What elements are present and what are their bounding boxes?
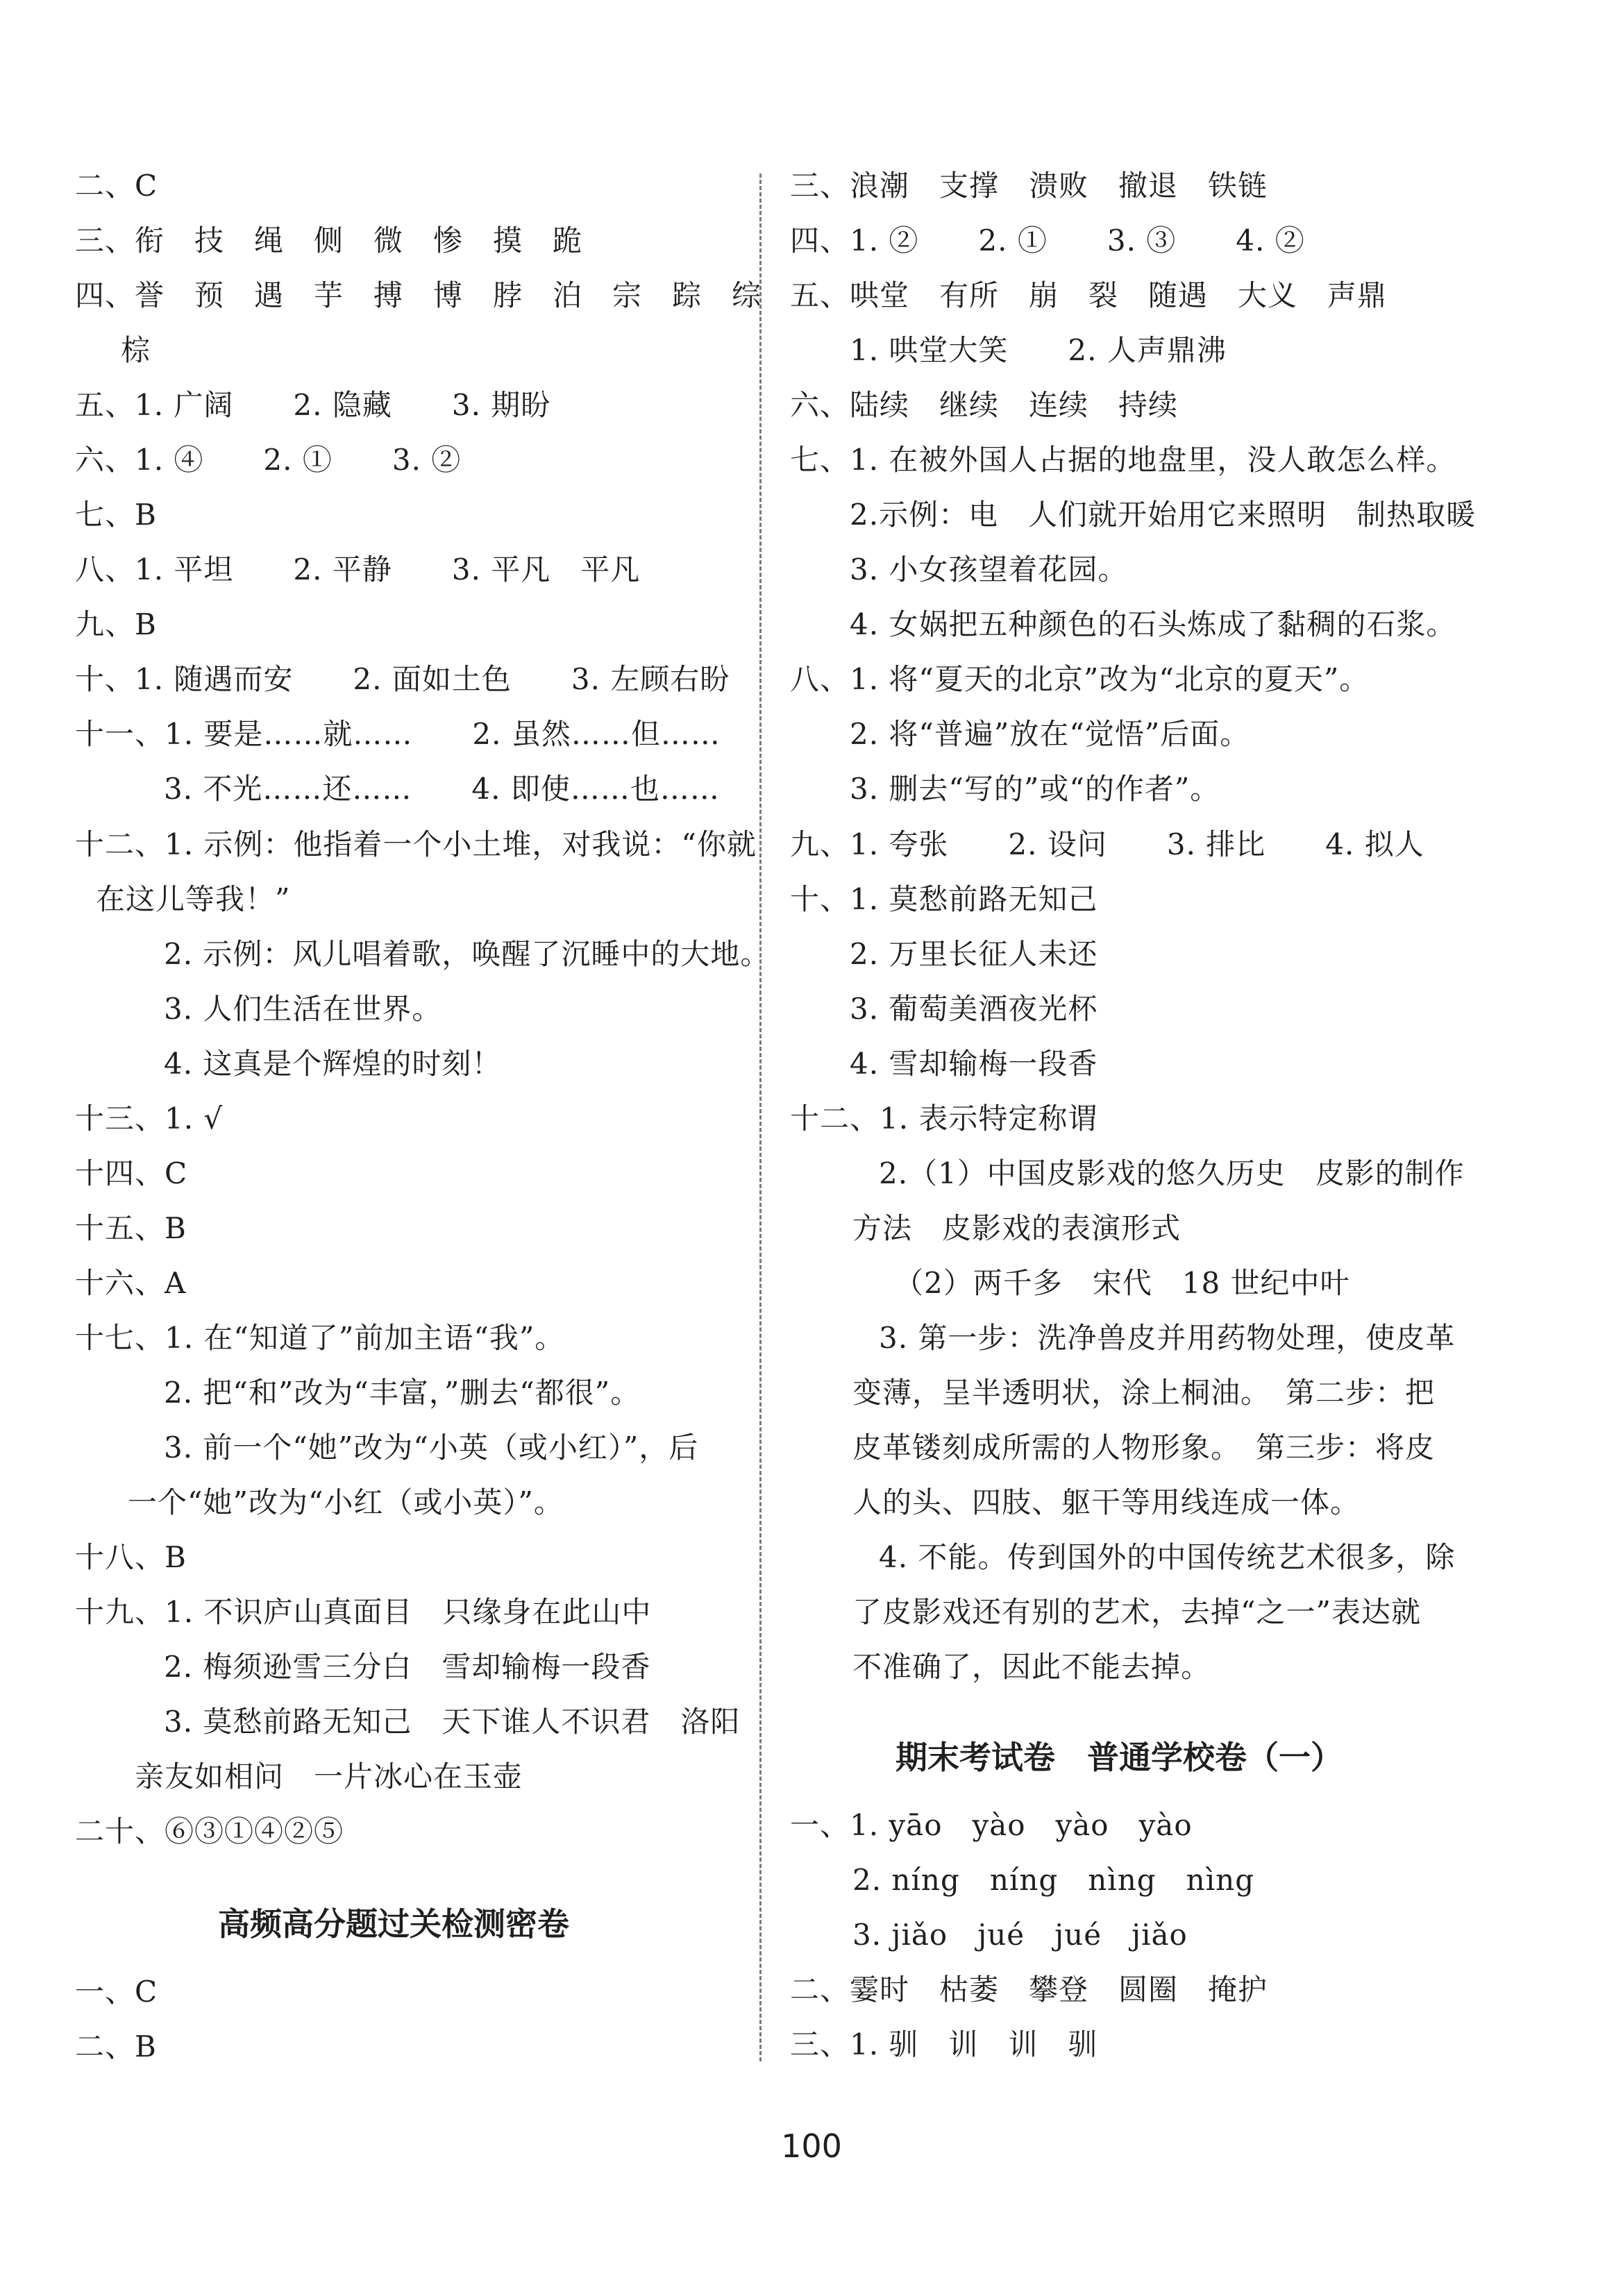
answer-line: 2. 万里长征人未还	[850, 937, 1098, 971]
answer-line: 十六、A	[75, 1266, 187, 1300]
answer-line: 4. 不能。传到国外的中国传统艺术很多，除	[879, 1540, 1456, 1574]
answer-line: 十九、1. 不识庐山真面目 只缘身在此山中	[75, 1595, 652, 1629]
answer-line: 四、1. ② 2. ① 3. ③ 4. ②	[790, 223, 1305, 258]
answer-line: 三、衔 技 绳 侧 微 惨 摸 跪	[75, 223, 583, 258]
answer-line: 五、1. 广阔 2. 隐藏 3. 期盼	[75, 388, 551, 422]
answer-line: 亲友如相问 一片冰心在玉壶	[135, 1759, 523, 1793]
answer-line: 二、霎时 枯萎 攀登 圆圈 掩护	[790, 1973, 1268, 2007]
answer-line: 在这儿等我！”	[96, 882, 291, 916]
answer-line: 二十、⑥③①④②⑤	[75, 1814, 344, 1848]
answer-line: 不准确了，因此不能去掉。	[852, 1650, 1211, 1684]
answer-line: 二、C	[75, 169, 158, 203]
answer-line: 2. níng níng nìng nìng	[852, 1863, 1255, 1897]
answer-line: 棕	[121, 333, 151, 367]
answer-line: 了皮影戏还有别的艺术，去掉“之一”表达就	[852, 1595, 1421, 1629]
answer-line: 十一、1. 要是……就…… 2. 虽然……但……	[75, 717, 721, 751]
answer-line: 十五、B	[75, 1211, 187, 1245]
answer-line: 4. 雪却输梅一段香	[850, 1047, 1098, 1081]
answer-line: 九、B	[75, 607, 157, 641]
answer-line: 八、1. 平坦 2. 平静 3. 平凡 平凡	[75, 552, 641, 586]
answer-line: 2.（1）中国皮影戏的悠久历史 皮影的制作	[879, 1156, 1465, 1190]
answer-line: 十二、1. 表示特定称谓	[790, 1101, 1098, 1136]
answer-line: 五、哄堂 有所 崩 裂 随遇 大义 声鼎	[790, 278, 1388, 312]
answer-line: 3. jiǎo jué jué jiǎo	[852, 1918, 1188, 1952]
answer-line: 人的头、四肢、躯干等用线连成一体。	[852, 1485, 1361, 1519]
answer-line: 3. 葡萄美酒夜光杯	[850, 992, 1098, 1026]
answer-line: 一个“她”改为“小红（或小英）”。	[128, 1485, 564, 1519]
answer-line: 三、1. 驯 训 训 驯	[790, 2027, 1098, 2061]
answer-line: 3. 第一步：洗净兽皮并用药物处理，使皮革	[879, 1321, 1456, 1355]
answer-line: 一、C	[75, 1975, 158, 2009]
answer-line: 十、1. 莫愁前路无知己	[790, 882, 1098, 916]
answer-line: 二、B	[75, 2029, 157, 2063]
answer-line: 3. 不光……还…… 4. 即使……也……	[164, 772, 720, 806]
answer-line: 1. 哄堂大笑 2. 人声鼎沸	[850, 333, 1227, 367]
answer-line: 八、1. 将“夏天的北京”改为“北京的夏天”。	[790, 662, 1370, 696]
answer-line: 三、浪潮 支撑 溃败 撤退 铁链	[790, 169, 1268, 203]
answer-line: 七、1. 在被外国人占据的地盘里，没人敢怎么样。	[790, 443, 1456, 477]
answer-line: 九、1. 夸张 2. 设问 3. 排比 4. 拟人	[790, 827, 1424, 861]
answer-line: 3. 前一个“她”改为“小英（或小红）”，后	[164, 1430, 699, 1464]
answer-line: 四、誉 预 遇 芋 搏 博 脖 泊 宗 踪 综	[75, 278, 762, 312]
answer-line: 皮革镂刻成所需的人物形象。 第三步：将皮	[852, 1430, 1436, 1464]
answer-line: 3. 莫愁前路无知己 天下谁人不识君 洛阳	[164, 1705, 741, 1739]
answer-line: 十二、1. 示例：他指着一个小土堆，对我说：“你就	[75, 827, 757, 861]
answer-line: 十三、1. √	[75, 1101, 224, 1136]
answer-line: 方法 皮影戏的表演形式	[852, 1211, 1181, 1245]
answer-line: 一、1. yāo yào yào yào	[790, 1808, 1193, 1842]
answer-line: 七、B	[75, 498, 157, 532]
answer-line: 十、1. 随遇而安 2. 面如土色 3. 左顾右盼	[75, 662, 730, 696]
answer-line: 2.示例：电 人们就开始用它来照明 制热取暖	[850, 498, 1477, 532]
page-number: 100	[781, 2127, 842, 2165]
answer-line: 3. 小女孩望着花园。	[850, 552, 1128, 586]
section-title: 期末考试卷 普通学校卷（一）	[895, 1739, 1343, 1776]
answer-line: 十四、C	[75, 1156, 188, 1190]
answer-line: 3. 人们生活在世界。	[164, 992, 442, 1026]
answer-line: 六、1. ④ 2. ① 3. ②	[75, 443, 462, 477]
answer-line: 4. 女娲把五种颜色的石头炼成了黏稠的石浆。	[850, 607, 1456, 641]
answer-line: 2. 梅须逊雪三分白 雪却输梅一段香	[164, 1650, 651, 1684]
answer-line: 十八、B	[75, 1540, 187, 1574]
answer-line: 2. 将“普遍”放在“觉悟”后面。	[850, 717, 1250, 751]
column-divider	[759, 174, 762, 2061]
answer-line: 六、陆续 继续 连续 持续	[790, 388, 1179, 422]
answer-line: 变薄，呈半透明状，涂上桐油。 第二步：把	[852, 1376, 1436, 1410]
answer-line: 2. 示例：风儿唱着歌，唤醒了沉睡中的大地。	[164, 937, 771, 971]
section-title: 高频高分题过关检测密卷	[218, 1905, 569, 1943]
answer-line: 2. 把“和”改为“丰富，”删去“都很”。	[164, 1376, 641, 1410]
answer-line: （2）两千多 宋代 18 世纪中叶	[894, 1266, 1350, 1300]
answer-line: 3. 删去“写的”或“的作者”。	[850, 772, 1220, 806]
answer-line: 十七、1. 在“知道了”前加主语“我”。	[75, 1321, 565, 1355]
answer-line: 4. 这真是个辉煌的时刻！	[164, 1047, 502, 1081]
